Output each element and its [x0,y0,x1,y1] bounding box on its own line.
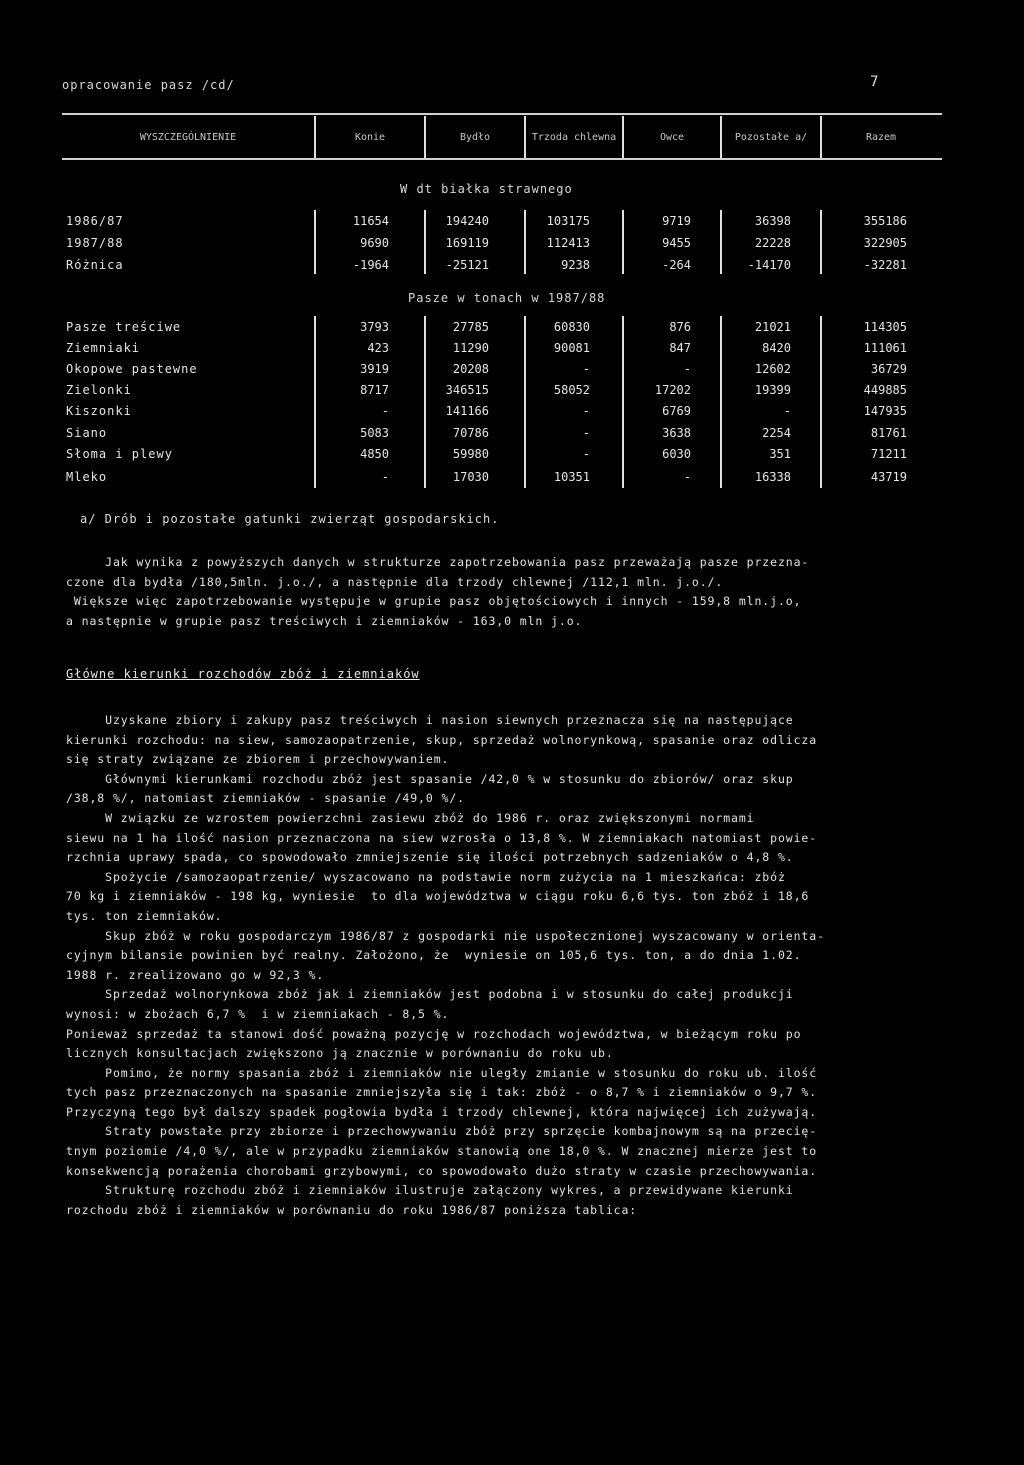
cell-pozostale: 8420 [762,341,791,355]
cell-trzoda: 9238 [561,258,590,272]
table-row [0,362,1024,382]
cell-konie: 5083 [360,426,389,440]
paragraph-structure: Jak wynika z powyższych danych w strukturze zapotrzebowania pasz przeważają pasze przezna- czone dla bydła /180,5mln. j.o./, a następnie dla trzody chlewnej /112,1 mln. j.o./. Większe więc zapotrzebowanie występuje w grupie pasz objętościowych i innych - 159,8 mln.j.o, a następnie w grupie pasz treściwych i ziemniaków - 163,0 mln j.o. [66,555,810,628]
row-label: Pasze treściwe [66,320,182,334]
cell-owce: 847 [669,341,691,355]
cell-bydlo: 169119 [445,236,489,250]
cell-owce: -264 [662,258,691,272]
cell-bydlo: -25121 [445,258,489,272]
cell-konie: 423 [367,341,389,355]
cell-trzoda: 58052 [553,383,590,397]
row-label: Zielonki [66,383,132,397]
cell-trzoda: - [582,362,590,376]
table-row [0,341,1024,361]
row-label: Kiszonki [66,404,132,418]
cell-trzoda: - [582,426,590,440]
row-label: Siano [66,426,108,440]
cell-bydlo: 346515 [445,383,489,397]
cell-konie: 4850 [360,447,389,461]
row-label: Okopowe pastewne [66,362,198,376]
cell-konie: 3793 [360,320,389,334]
table-footnote: a/ Drób i pozostałe gatunki zwierząt gospodarskich. [80,512,500,526]
cell-trzoda: - [582,404,590,418]
cell-owce: - [683,470,691,484]
cell-bydlo: 141166 [445,404,489,418]
cell-razem: 114305 [863,320,907,334]
cell-pozostale: - [783,404,791,418]
section-heading-feed: Pasze w tonach w 1987/88 [408,291,606,305]
cell-pozostale: 19399 [754,383,791,397]
table-row [0,447,1024,467]
row-label: 1986/87 [66,214,124,228]
cell-trzoda: 103175 [546,214,590,228]
cell-owce: 6769 [662,404,691,418]
cell-bydlo: 194240 [445,214,489,228]
column-header-razem: Razem [865,132,897,143]
cell-pozostale: -14170 [747,258,791,272]
row-label: Ziemniaki [66,341,141,355]
cell-bydlo: 20208 [452,362,489,376]
cell-trzoda: 10351 [553,470,590,484]
section-subheading: Główne kierunki rozchodów zbóż i ziemniaków [66,667,420,681]
column-header-bydlo: Bydło [459,132,491,143]
cell-razem: 43719 [870,470,907,484]
row-label: 1987/88 [66,236,124,250]
cell-owce: 9455 [662,236,691,250]
cell-bydlo: 59980 [452,447,489,461]
column-header-pozostale: Pozostałe a/ [734,132,808,143]
header-separator [524,116,526,158]
cell-razem: 449885 [863,383,907,397]
table-row [0,236,1024,256]
cell-pozostale: 16338 [754,470,791,484]
cell-konie: -1964 [352,258,389,272]
cell-konie: 8717 [360,383,389,397]
cell-pozostale: 2254 [762,426,791,440]
column-header-owce: Owce [659,132,685,143]
cell-konie: - [381,470,389,484]
column-header-konie: Konie [354,132,386,143]
column-header-trzoda: Trzoda chlewna [531,132,617,143]
page-number: 7 [870,74,879,90]
table-row [0,214,1024,234]
cell-pozostale: 22228 [754,236,791,250]
table-row [0,404,1024,424]
cell-bydlo: 11290 [452,341,489,355]
table-row [0,320,1024,340]
table-row [0,258,1024,278]
cell-razem: 111061 [863,341,907,355]
cell-owce: 6030 [662,447,691,461]
row-label: Różnica [66,258,124,272]
row-label: Słoma i plewy [66,447,173,461]
row-label: Mleko [66,470,108,484]
header-separator [622,116,624,158]
cell-trzoda: - [582,447,590,461]
running-header: opracowanie pasz /cd/ [62,78,235,92]
header-separator [314,116,316,158]
cell-trzoda: 60830 [553,320,590,334]
cell-konie: 11654 [352,214,389,228]
cell-pozostale: 351 [769,447,791,461]
cell-konie: - [381,404,389,418]
cell-razem: 36729 [870,362,907,376]
table-top-rule [62,113,942,115]
cell-pozostale: 36398 [754,214,791,228]
cell-trzoda: 90081 [553,341,590,355]
cell-pozostale: 12602 [754,362,791,376]
cell-pozostale: 21021 [754,320,791,334]
table-row [0,470,1024,490]
header-separator [820,116,822,158]
cell-razem: 355186 [863,214,907,228]
section-heading-protein: W dt białka strawnego [400,182,573,196]
cell-konie: 3919 [360,362,389,376]
cell-razem: 322905 [863,236,907,250]
cell-owce: - [683,362,691,376]
cell-owce: 9719 [662,214,691,228]
table-row [0,383,1024,403]
cell-bydlo: 70786 [452,426,489,440]
cell-razem: 71211 [870,447,907,461]
cell-owce: 876 [669,320,691,334]
cell-konie: 9690 [360,236,389,250]
column-header-description: WYSZCZEGÓLNIENIE [139,132,237,143]
cell-owce: 3638 [662,426,691,440]
cell-razem: -32281 [863,258,907,272]
table-row [0,426,1024,446]
header-separator [424,116,426,158]
cell-bydlo: 17030 [452,470,489,484]
cell-razem: 81761 [870,426,907,440]
header-separator [720,116,722,158]
cell-trzoda: 112413 [546,236,590,250]
cell-razem: 147935 [863,404,907,418]
paragraph-directions: Uzyskane zbiory i zakupy pasz treściwych i nasion siewnych przeznacza się na następujące kierunki rozchodu: na siew, samozaopatrzenie, skup, sprzedaż wolnorynkową, spasanie oraz odlicza się straty związane ze zbiorem i przechowywaniem. Głównymi kierunkami rozchodu zbóż jest spasanie /42,0 % w stosunku do zbiorów/ oraz skup /38,8 %/, natomiast ziemniaków - spasanie /49,0 %/. W związku ze wzrostem powierzchni zasiewu zbóż do 1986 r. oraz zwiększonymi normami siewu na 1 ha ilość nasion przeznaczona na siew wzrosła o 13,8 %. W ziemniakach natomiast powie- rzchnia uprawy spada, co spowodowało zmniejszenie się ilości potrzebnych sadzeniaków o 4,8 %. Spożycie /samozaopatrzenie/ wyszacowano na podstawie norm zużycia na 1 mieszkańca: zbóż 70 kg i ziemniaków - 198 kg, wyniesie to dla województwa w ciągu roku 6,6 tys. ton zbóż i 18,6 tys. ton ziemniaków. Skup zbóż w roku gospodarczym 1986/87 z gospodarki nie uspołecznionej wyszacowany w orienta- cyjnym bilansie powinien być realny. Założono, że wyniesie on 105,6 tys. ton, a do dnia 1.02. 1988 r. zrealizowano go w 92,3 %. Sprzedaż wolnorynkowa zbóż jak i ziemniaków jest podobna i w stosunku do całej produkcji wynosi: w zbożach 6,7 % i w ziemniakach - 8,5 %. Ponieważ sprzedaż ta stanowi dość poważną pozycję w rozchodach województwa, w bieżącym roku po licznych konsultacjach zwiększono ją znacznie w porównaniu do roku ub. Pomimo, że normy spasania zbóż i ziemniaków nie uległy zmianie w stosunku do roku ub. ilość tych pasz przeznaczonych na spasanie zmniejszyła się i tak: zbóż - o 8,7 % i ziemniaków o 9,7 %. Przyczyną tego był dalszy spadek pogłowia bydła i trzody chlewnej, która najwięcej ich zużywają. Straty powstałe przy zbiorze i przechowywaniu zbóż przy sprzęcie kombajnowym są na przecię- tnym poziomie /4,0 %/, ale w przypadku ziemniaków stanowią one 18,0 %. W znacznej mierze jest to konsekwencją porażenia chorobami grzybowymi, co spowodowało dużo straty w czasie przechowywania. Strukturę rozchodu zbóż i ziemniaków ilustruje załączony wykres, a przewidywane kierunki rozchodu zbóż i ziemniaków w porównaniu do roku 1986/87 poniższa tablica: [66,713,825,1217]
cell-owce: 17202 [654,383,691,397]
table-header-bottom-rule [62,158,942,160]
cell-bydlo: 27785 [452,320,489,334]
